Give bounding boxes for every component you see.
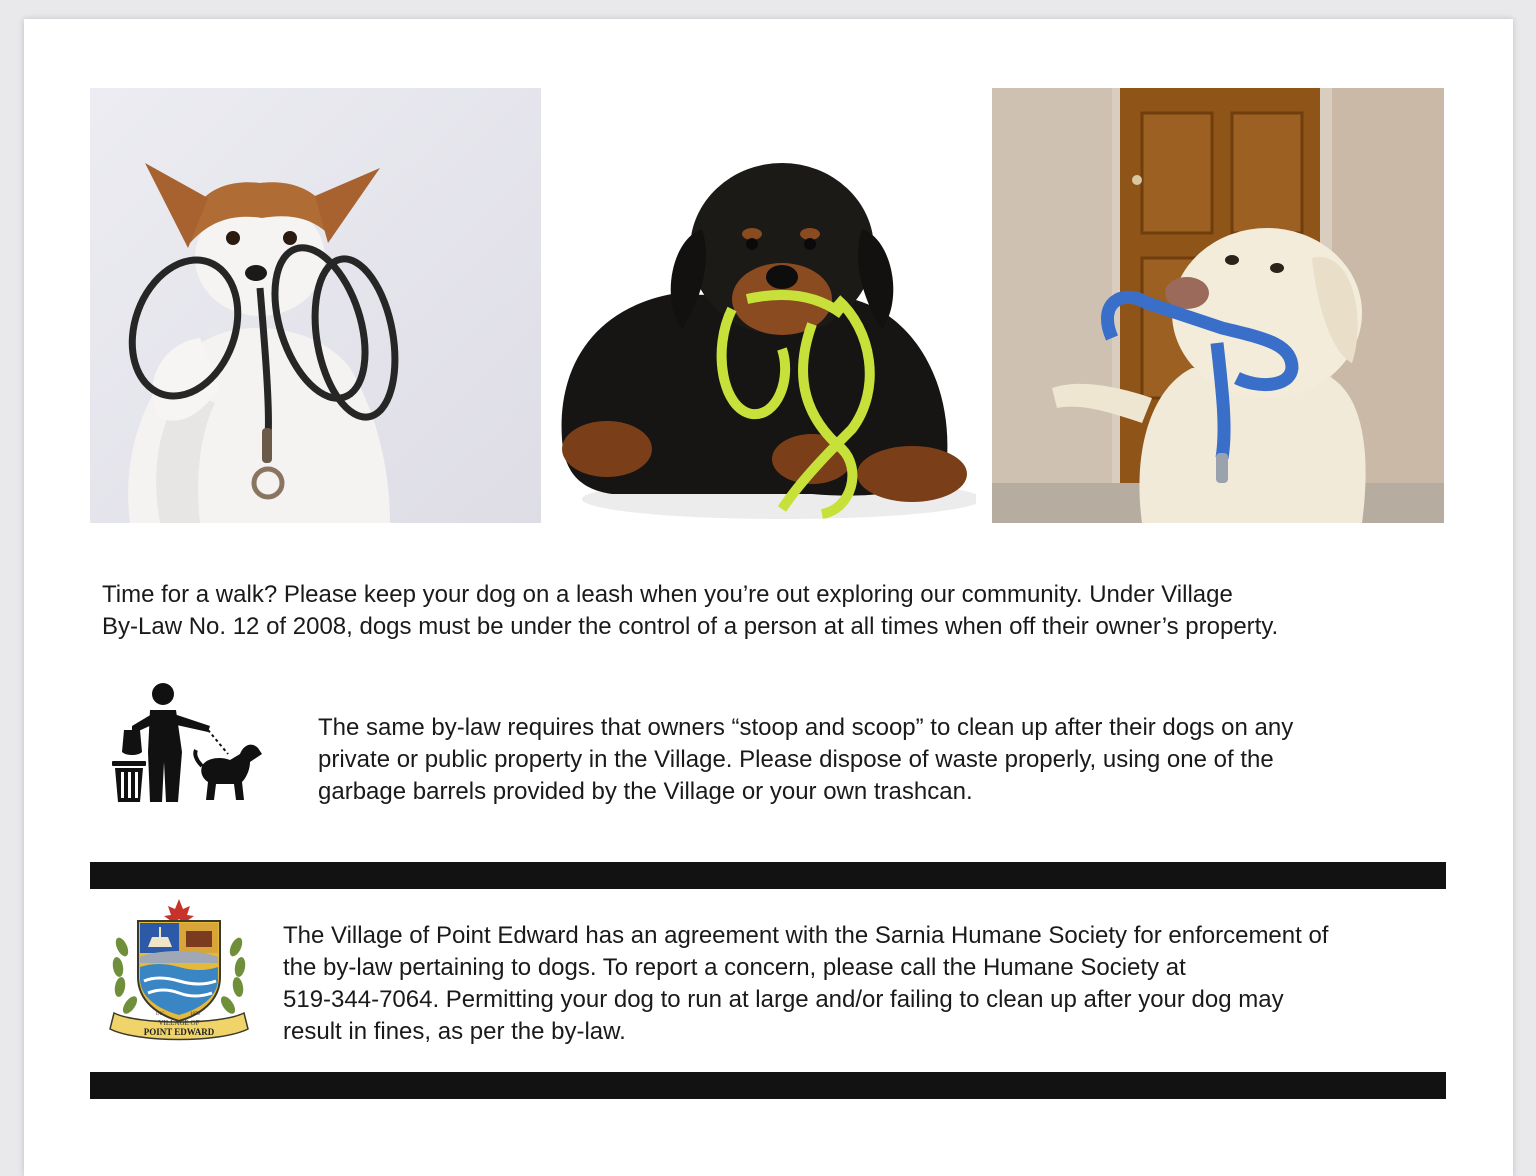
humane-paragraph-line-1: The Village of Point Edward has an agreement with the Sarnia Humane Society for enforcement of bbox=[283, 922, 1329, 949]
rottweiler-puppy-photo bbox=[552, 149, 976, 534]
flyer-page bbox=[24, 19, 1513, 1176]
leash-paragraph bbox=[102, 579, 1442, 643]
stoop-and-scoop-paragraph bbox=[318, 712, 1428, 808]
village-crest-logo bbox=[108, 897, 250, 1043]
humane-paragraph-line-2: the by-law pertaining to dogs. To report a concern, please call the Humane Society at bbox=[283, 954, 1186, 981]
leash-paragraph-line-2: By-Law No. 12 of 2008, dogs must be under the control of a person at all times when off their owner’s property. bbox=[102, 613, 1279, 640]
humane-society-paragraph bbox=[283, 920, 1453, 1048]
stoop-and-scoop-icon bbox=[110, 682, 264, 804]
humane-paragraph-line-3: 519-344-7064. Permitting your dog to run at large and/or failing to clean up after your dog may bbox=[283, 986, 1284, 1013]
scoop-paragraph-line-2: private or public property in the Village. Please dispose of waste properly, using one of the bbox=[318, 746, 1274, 773]
scoop-paragraph-line-3: garbage barrels provided by the Village or your own trashcan. bbox=[318, 778, 973, 805]
humane-paragraph-line-4: result in fines, as per the by-law. bbox=[283, 1018, 626, 1045]
divider-bar-bottom bbox=[90, 1072, 1446, 1099]
terrier-photo bbox=[90, 88, 541, 523]
crest-inc-label: INC. bbox=[156, 1012, 166, 1017]
crest-village-label: VILLAGE OF bbox=[158, 1019, 200, 1027]
scoop-paragraph-line-1: The same by-law requires that owners “stoop and scoop” to clean up after their dogs on any bbox=[318, 714, 1294, 741]
crest-year-label: 1878 bbox=[190, 1012, 200, 1017]
crest-name-label: POINT EDWARD bbox=[143, 1027, 215, 1037]
leash-paragraph-line-1: Time for a walk? Please keep your dog on a leash when you’re out exploring our community. Under Village bbox=[102, 581, 1233, 608]
labrador-photo bbox=[992, 88, 1444, 523]
divider-bar-top bbox=[90, 862, 1446, 889]
